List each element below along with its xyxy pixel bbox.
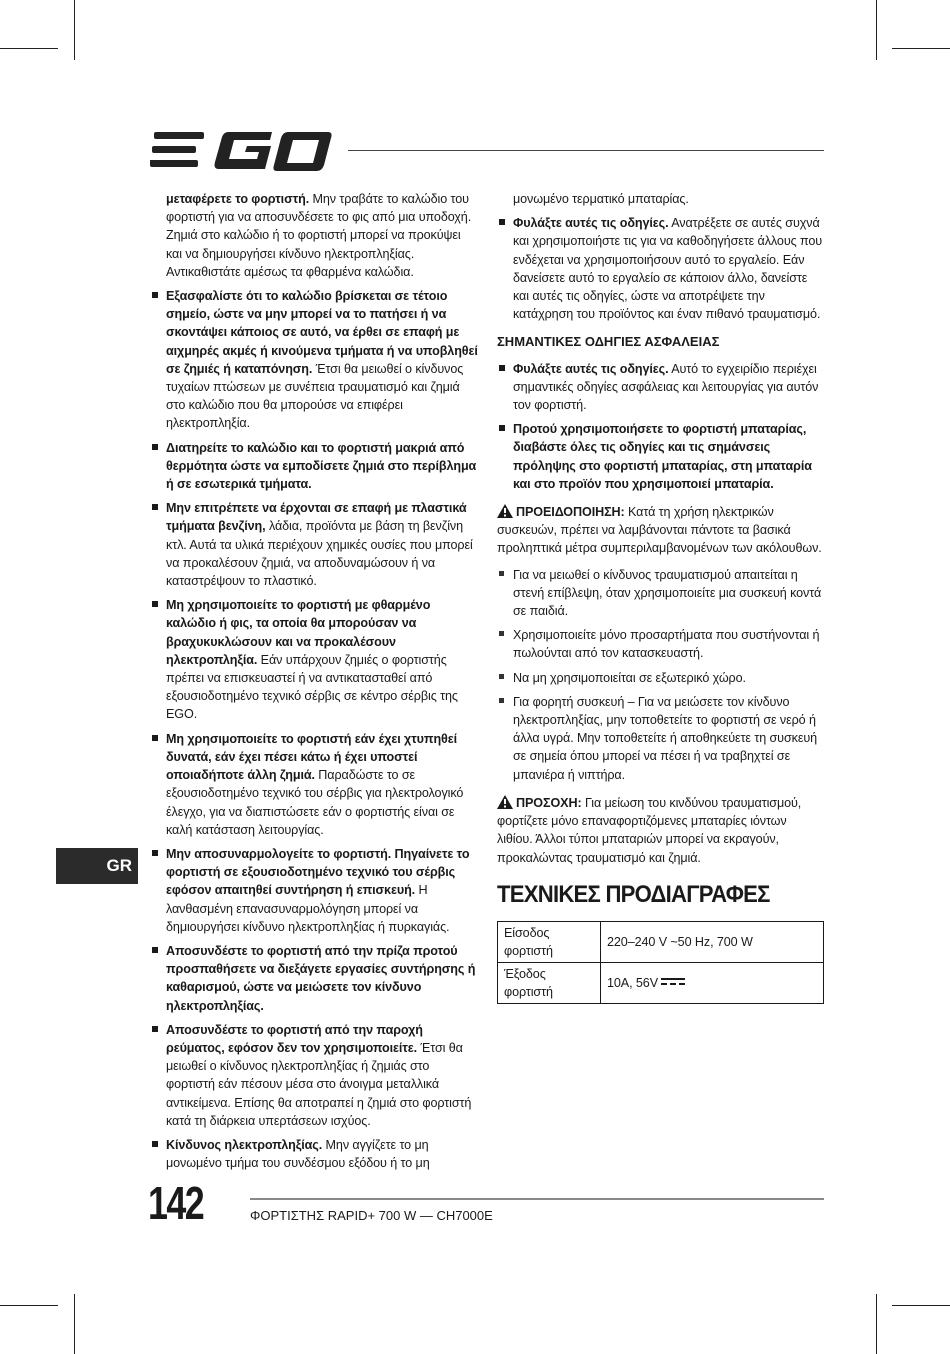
- language-tab-label: GR: [106, 856, 132, 875]
- footer-text: ΦΟΡΤΙΣΤΗΣ RAPID+ 700 W — CH7000E: [250, 1208, 493, 1223]
- intro-text: Μην τραβάτε το καλώδιο του φορτιστή για να αποσυνδέσετε το φις από μια υποδοχή. Ζημιά στο καλώδιο ή το φορτιστή μπορεί να προκύψει και να δημιουργήσει κίνδυνο ηλεκτροπληξίας. Αντικαθιστάτε αμέσως τα φθαρμένα καλώδια.: [166, 192, 472, 279]
- list-item: [150, 439, 478, 494]
- list-item: [497, 214, 824, 323]
- crop-mark: [876, 0, 877, 60]
- left-column: [150, 190, 478, 1178]
- list-item: Για να μειωθεί ο κίνδυνος τραυματισμού απαιτείται η στενή επίβλεψη, όταν χρησιμοποιείτε μια συσκευή κοντά σε παιδιά.: [497, 566, 824, 621]
- item-bold: Φυλάξτε αυτές τις οδηγίες.: [513, 216, 669, 231]
- language-tab: [56, 848, 138, 884]
- list-item: [150, 1021, 478, 1130]
- item-bold: Φυλάξτε αυτές τις οδηγίες.: [513, 361, 669, 376]
- spec-value-cell: [601, 962, 824, 1003]
- list-item: Να μη χρησιμοποιείται σε εξωτερικό χώρο.: [497, 669, 824, 687]
- crop-mark: [74, 0, 75, 60]
- item-text: Η λανθασμένη επανασυναρμολόγηση μπορεί να δημιουργήσει κίνδυνο ηλεκτροπληξίας ή πυρκαγιάς.: [166, 883, 450, 934]
- spec-key: Έξοδος φορτιστή: [498, 962, 601, 1003]
- crop-mark: [892, 1305, 950, 1306]
- item-bold: Μη χρησιμοποιείτε το φορτιστή εάν έχει χτυπηθεί δυνατά, εάν έχει πέσει κάτω ή έχει υποστεί οποιαδήποτε άλλη ζημιά.: [166, 731, 458, 783]
- warning-triangle-icon: [497, 795, 513, 809]
- item-bold: Αποσυνδέστε το φορτιστή από την πρίζα προτού προσπαθήσετε να διεξάγετε εργασίες συντήρησης ή καθαρισμού, ώστε να μειώσετε τον κίνδυνο ηλεκτροπληξίας.: [166, 943, 476, 1013]
- item-text: Εάν υπάρχουν ζημιές ο φορτιστής πρέπει να επισκευαστεί ή να αντικατασταθεί από εξουσιοδοτημένο τεχνικό σέρβις σε κέντρο σέρβις της EGO.: [166, 652, 458, 722]
- item-bold: Μην επιτρέπετε να έρχονται σε επαφή με πλαστικά τμήματα βενζίνη,: [166, 501, 467, 534]
- list-item: [150, 499, 478, 590]
- item-text: Έτσι θα μειωθεί ο κίνδυνος ηλεκτροπληξίας ή ζημιάς στο φορτιστή εάν πέσουν μέσα στο άνοιγμα μεταλλικά αντικείμενα. Επίσης θα αποτραπεί η ζημιά στο φορτιστή κατά τη διάρκεια υπερτάσεων ισχύος.: [166, 1040, 472, 1128]
- item-bold: Κίνδυνος ηλεκτροπληξίας.: [166, 1137, 323, 1152]
- item-bold: Μη χρησιμοποιείτε το φορτιστή με φθαρμένο καλώδιο ή φις, τα οποία θα μπορούσαν να βραχυκυκλώσουν και να προκαλέσουν ηλεκτροπληξία.: [166, 598, 431, 667]
- continuation-text: μονωμένο τερματικό μπαταρίας.: [513, 192, 689, 206]
- right-column: [497, 190, 824, 1004]
- intro-paragraph: [166, 190, 478, 281]
- item-text: Έτσι θα μειωθεί ο κίνδυνος τυχαίων πτώσεων με συνέπεια τραυματισμό και ζημιά στο καλώδιο που θα μπορούσε να επιφέρει ηλεκτροπληξία.: [166, 361, 464, 431]
- specs-table: [497, 921, 824, 1004]
- ego-logo: [150, 128, 332, 172]
- crop-mark: [0, 1305, 58, 1306]
- item-text: Μην αγγίζετε το μη μονωμένο τμήμα του συνδέσμου εξόδου ή το μη: [166, 1137, 430, 1171]
- item-text: Ανατρέξετε σε αυτές συχνά και χρησιμοποιήστε τις για να καθοδηγήσετε άλλους που ενδέχεται να χρησιμοποιήσουν αυτό το εργαλείο. Εάν δανείσετε αυτό το εργαλείο σε κάποιον άλλο, δανείστε και αυτές τις οδηγίες, ώστε να αποτρέψετε την κατάχρηση του προϊόντος και έναν πιθανό τραυματισμό.: [513, 216, 823, 322]
- spec-value: 220–240 V ~50 Hz, 700 W: [601, 921, 824, 962]
- crop-mark: [876, 1294, 877, 1354]
- item-bold: Αποσυνδέστε το φορτιστή από την παροχή ρεύματος, εφόσον δεν τον χρησιμοποιείτε.: [166, 1022, 423, 1055]
- spec-key: Είσοδος φορτιστή: [498, 921, 601, 962]
- table-row: [498, 921, 824, 962]
- section-title: ΣΗΜΑΝΤΙΚΕΣ ΟΔΗΓΙΕΣ ΑΣΦΑΛΕΙΑΣ: [497, 334, 720, 350]
- crop-mark: [0, 48, 58, 49]
- list-item: Χρησιμοποιείτε μόνο προσαρτήματα που συστήνονται ή πωλούνται από τον κατασκευαστή.: [497, 626, 824, 662]
- intro-bold: μεταφέρετε το φορτιστή.: [166, 192, 310, 206]
- dc-symbol-icon: [661, 978, 685, 986]
- warning-text: Κατά τη χρήση ηλεκτρικών συσκευών, πρέπει να λαμβάνονται πάντοτε τα βασικά προληπτικά μέτρα συμπεριλαμβανομένων των ακόλουθων.: [497, 505, 822, 556]
- item-text: Παραδώστε το σε εξουσιοδοτημένο τεχνικό του σέρβις για ηλεκτρολογικό έλεγχο, για να διαπιστώσετε εάν ο φορτιστής είναι σε καλή κατάσταση λειτουργίας.: [166, 768, 464, 837]
- list-item: [150, 596, 478, 723]
- list-item: [497, 420, 824, 493]
- warning-block: [497, 503, 824, 558]
- list-item: [150, 942, 478, 1015]
- warning-label: ΠΡΟΕΙΔΟΠΟΙΗΣΗ:: [516, 505, 625, 520]
- crop-mark: [74, 1294, 75, 1354]
- page-number: 142: [148, 1177, 204, 1229]
- list-item: [150, 730, 478, 839]
- item-bold: Μην αποσυναρμολογείτε το φορτιστή. Πηγαίνετε το φορτιστή σε εξουσιοδοτημένο τεχνικό του σέρβις εφόσον απαιτηθεί συντήρηση ή επισκευή.: [166, 846, 470, 898]
- crop-mark: [892, 48, 950, 49]
- item-bold: Προτού χρησιμοποιήσετε το φορτιστή μπαταρίας, διαβάστε όλες τις οδηγίες και τις σημάνσεις πρόληψης στο φορτιστή μπαταρίας, στη μπαταρία και στο προϊόν που χρησιμοποιεί μπαταρία.: [513, 422, 812, 491]
- caution-label: ΠΡΟΣΟΧΗ:: [516, 795, 582, 810]
- list-item: [150, 287, 478, 433]
- item-bold: Διατηρείτε το καλώδιο και το φορτιστή μακριά από θερμότητα ώστε να εμποδίσετε ζημιά στο περίβλημα ή σε εσωτερικά τμήματα.: [166, 440, 477, 492]
- item-text: λάδια, προϊόντα με βάση τη βενζίνη κτλ. Αυτά τα υλικά περιέχουν χημικές ουσίες που μπορεί να προκαλέσουν ζημιά, να αποδυναμώσουν ή να καταστρέψουν το πλαστικό.: [166, 519, 473, 589]
- list-item: [150, 1136, 478, 1172]
- item-bold: Εξασφαλίστε ότι το καλώδιο βρίσκεται σε τέτοιο σημείο, ώστε να μην μπορεί να το πατήσει ή να σκοντάψει κάποιος σε αυτό, να έρθει σε επαφή με αιχμηρές ακμές ή κινούμενα τμήματα ή να υποβληθεί σε ζημιές ή καταπόνηση.: [166, 289, 478, 376]
- table-row: [498, 962, 824, 1003]
- caution-block: [497, 794, 824, 867]
- spec-value: 10A, 56V: [607, 975, 659, 990]
- list-item: [150, 845, 478, 936]
- warning-triangle-icon: [497, 504, 513, 518]
- list-item: Για φορητή συσκευή – Για να μειώσετε τον κίνδυνο ηλεκτροπληξίας, μην τοποθετείτε το φορτιστή σε νερό ή άλλα υγρά. Μην τοποθετείτε ή αποθηκεύετε τη συσκευή σε σημεία όπου μπορεί να πέσει ή να τραβηχτεί σε μπανιέρα ή νιπτήρα.: [497, 693, 824, 784]
- list-item: [497, 360, 824, 415]
- caution-text: Για μείωση του κινδύνου τραυματισμού, φορτίζετε μόνο επαναφορτιζόμενες μπαταρίες ιόντων λιθίου. Άλλοι τύποι μπαταριών μπορεί να εκραγούν, προκαλώντας τραυματισμό και ζημιά.: [497, 795, 802, 865]
- header-rule: [348, 150, 824, 151]
- item-text: Αυτό το εγχειρίδιο περιέχει σημαντικές οδηγίες ασφάλειας και λειτουργίας για αυτόν τον φορτιστή.: [513, 361, 819, 413]
- footer-rule: [250, 1198, 824, 1200]
- specs-title: ΤΕΧΝΙΚΕΣ ΠΡΟΔΙΑΓΡΑΦΕΣ: [497, 880, 770, 908]
